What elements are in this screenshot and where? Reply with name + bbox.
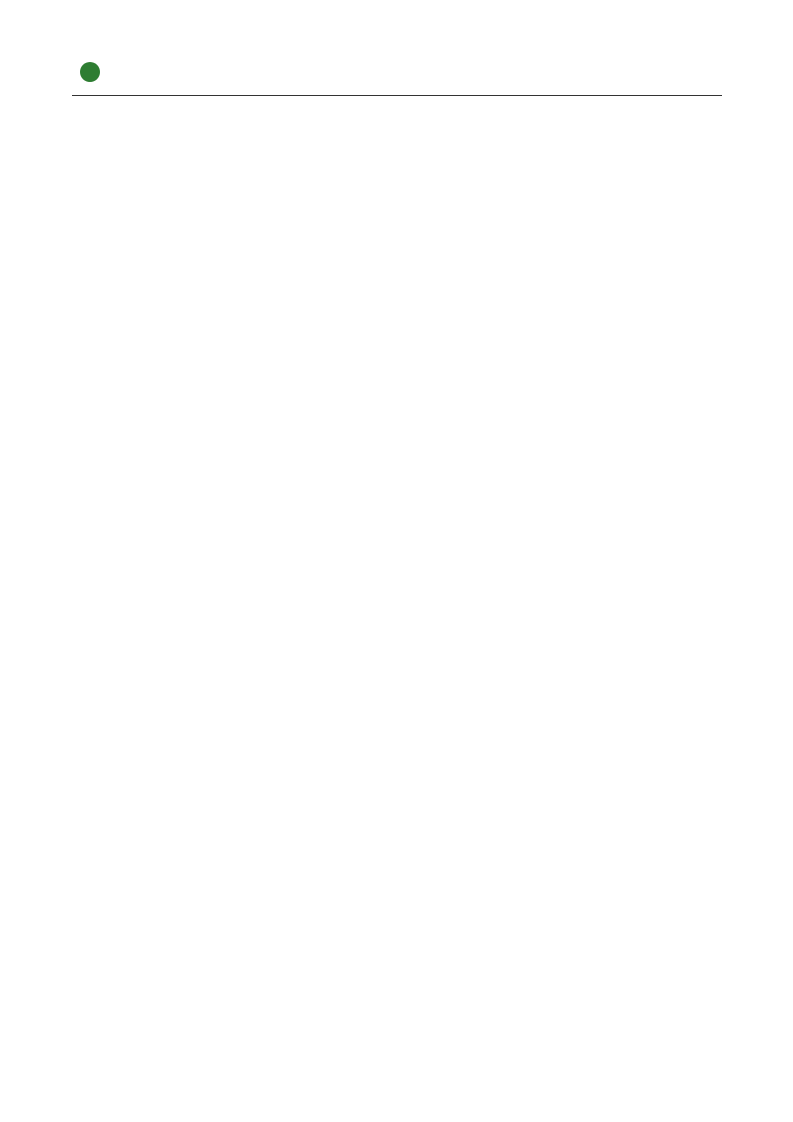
header-divider <box>72 95 722 96</box>
logo <box>80 62 104 82</box>
page-header <box>72 58 722 96</box>
header-slogan <box>310 64 374 80</box>
logo-icon <box>80 62 100 82</box>
